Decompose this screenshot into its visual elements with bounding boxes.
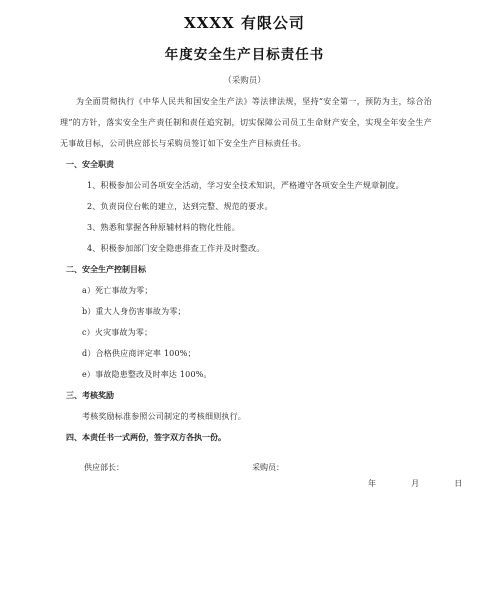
section-3-title: 三、考核奖励	[66, 390, 114, 400]
role-subtitle: （采购员）	[223, 76, 266, 86]
section-1-item: 2、负责岗位台帐的建立，达到完整、规范的要求。	[87, 202, 273, 211]
section-4-title: 四、本责任书一式两份，签字双方各执一份。	[66, 432, 226, 442]
section-2-item: a）死亡事故为零；	[82, 286, 153, 295]
date-line	[368, 478, 462, 489]
section-3-text: 考核奖励标准参照公司制定的考核细则执行。	[82, 412, 246, 421]
date-year-label: 年	[368, 479, 376, 488]
supply-manager-signature-label: 供应部长：	[84, 463, 124, 472]
section-1-item: 4、积极参加部门安全隐患排查工作并及时整改。	[87, 244, 265, 253]
section-2-item: d）合格供应商评定率 100%；	[82, 349, 196, 358]
intro-paragraph: 为全面贯彻执行《中华人民共和国安全生产法》等法律法规，坚持“安全第一，预防为主，综合治理”的方针，落实安全生产责任制和责任追究制，切实保障公司员工生命财产安全，实现全年安全生产无事故目标，公司供应部长与采购员签订如下安全生产目标责任书。	[60, 97, 432, 148]
document-title: 年度安全生产目标责任书	[164, 47, 325, 63]
buyer-signature-label: 采购员：	[252, 463, 284, 472]
document-body	[60, 91, 432, 448]
section-2-item: c）火灾事故为零；	[82, 328, 153, 337]
date-day-label: 日	[454, 479, 463, 488]
section-2-item: e）事故隐患整改及时率达 100%。	[82, 370, 212, 379]
section-2-item: b）重大人身伤害事故为零；	[82, 307, 186, 316]
section-2-title: 二、安全生产控制目标	[66, 264, 146, 274]
company-name: XXXX 有限公司	[184, 14, 305, 32]
section-1-item: 1、积极参加公司各项安全活动，学习安全技术知识，严格遵守各项安全生产规章制度。	[87, 181, 404, 190]
section-1-item: 3、熟悉和掌握各种原辅材料的物化性能。	[87, 223, 240, 232]
date-month-label: 月	[411, 479, 420, 488]
section-1-title: 一、安全职责	[66, 159, 114, 169]
